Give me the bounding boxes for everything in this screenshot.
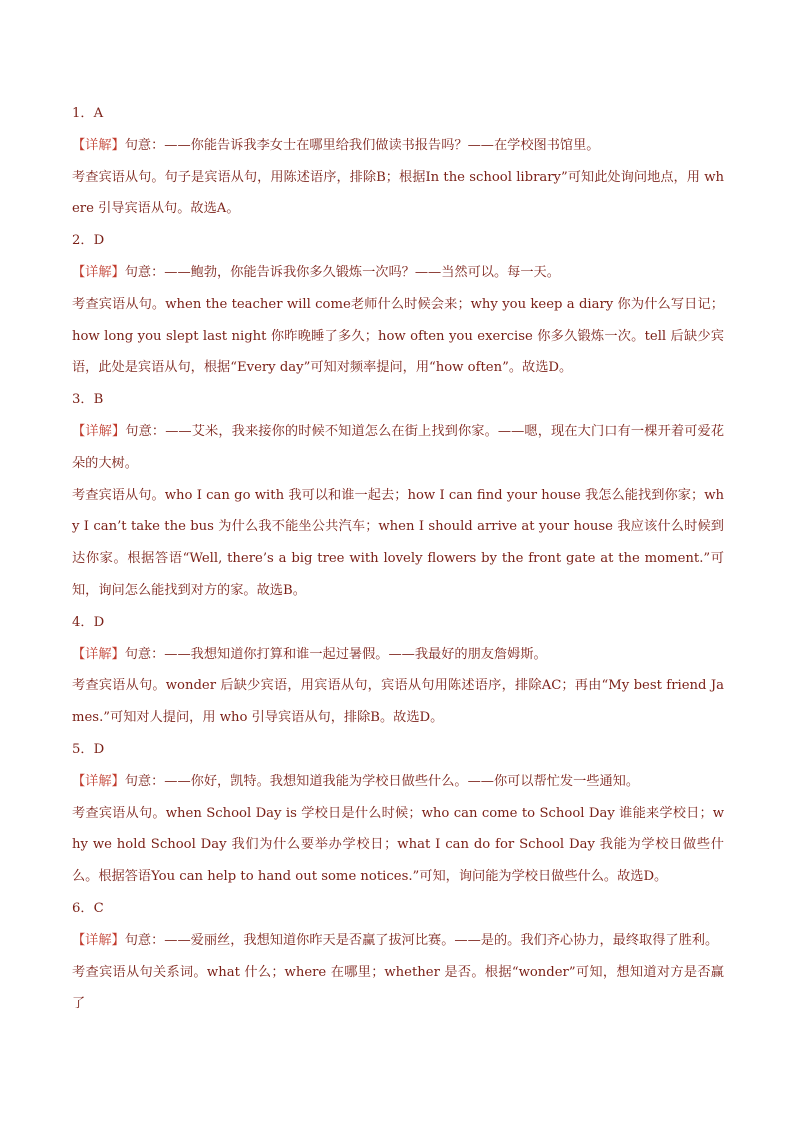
analysis-text-2: 考查宾语从句。when the teacher will come老师什么时候会来；why you keep a diary 你为什么写日记；how long you slept last night 你昨晚睡了多久；how often you exercise 你多久锻炼一次。tell 后缺少宾语，此处是宾语从句，根据“Every day”可知对频率提问，用“how often”。故选D。 <box>72 296 724 376</box>
detail-tag-5: 【详解】 <box>72 773 125 789</box>
answer-line-1: 1．A <box>72 106 104 121</box>
detail-tag-1: 【详解】 <box>72 137 125 153</box>
answer-line-2: 2．D <box>72 233 105 249</box>
meaning-line-2 <box>72 257 724 289</box>
meaning-line-4 <box>72 639 724 671</box>
analysis-text-6: 考查宾语从句关系词。what 什么；where 在哪里；whether 是否。根据“wonder”可知，想知道对方是否赢了 <box>72 964 724 1012</box>
analysis-text-3: 考查宾语从句。who I can go with 我可以和谁一起去；how I can find your house 我怎么能找到你家；why I can’t take the bus 为什么我不能坐公共汽车；when I should arrive at your house 我应该什么时候到达你家。根据答语“Well, there’s a big tree with lovely flowers by the front gate at the moment.”可知，询问怎么能找到对方的家。故选B。 <box>72 487 724 598</box>
detail-tag-4: 【详解】 <box>72 646 125 662</box>
question-block-4 <box>72 607 724 734</box>
meaning-line-5 <box>72 766 724 798</box>
meaning-text-6: 句意：——爱丽丝，我想知道你昨天是否赢了拔河比赛。——是的。我们齐心协力，最终取得了胜利。 <box>124 932 719 948</box>
answer-key-page <box>72 98 724 1020</box>
question-block-3 <box>72 384 724 607</box>
detail-tag-6: 【详解】 <box>72 932 125 948</box>
answer-line-4: 4．D <box>72 614 105 630</box>
meaning-text-5: 句意：——你好，凯特。我想知道我能为学校日做些什么。——你可以帮忙发一些通知。 <box>124 773 640 789</box>
answer-line-3: 3．B <box>72 392 104 408</box>
detail-tag-2: 【详解】 <box>72 264 125 280</box>
meaning-text-2: 句意：——鲍勃，你能告诉我你多久锻炼一次吗？——当然可以。每一天。 <box>124 264 560 280</box>
analysis-text-4: 考查宾语从句。wonder 后缺少宾语，用宾语从句，宾语从句用陈述语序，排除AC；再由“My best friend James.”可知对人提问，用 who 引导宾语从句，排除B。故选D。 <box>72 678 724 726</box>
question-block-1 <box>72 98 724 225</box>
detail-tag-3: 【详解】 <box>72 423 126 439</box>
question-block-2 <box>72 225 724 384</box>
question-block-5 <box>72 734 724 893</box>
answer-line-5: 5．D <box>72 741 105 757</box>
analysis-text-5: 考查宾语从句。when School Day is 学校日是什么时候；who can come to School Day 谁能来学校日；why we hold School Day 我们为什么要举办学校日；what I can do for School Day 我能为学校日做些什么。根据答语You can help to hand out some notices.”可知，询问能为学校日做些什么。故选D。 <box>72 805 724 885</box>
meaning-line-6 <box>72 925 724 957</box>
meaning-line-1 <box>72 130 724 162</box>
meaning-text-4: 句意：——我想知道你打算和谁一起过暑假。——我最好的朋友詹姆斯。 <box>124 646 547 662</box>
meaning-text-1: 句意：——你能告诉我李女士在哪里给我们做读书报告吗？——在学校图书馆里。 <box>124 137 600 153</box>
analysis-text-1: 考查宾语从句。句子是宾语从句，用陈述语序，排除B；根据In the school library”可知此处询问地点，用 where 引导宾语从句。故选A。 <box>72 169 724 217</box>
meaning-line-3 <box>72 416 724 480</box>
answer-line-6: 6．C <box>72 900 104 916</box>
meaning-text-3: 句意：——艾米，我来接你的时候不知道怎么在街上找到你家。——嗯，现在大门口有一棵开着可爱花朵的大树。 <box>72 423 725 471</box>
question-block-6 <box>72 893 724 1020</box>
